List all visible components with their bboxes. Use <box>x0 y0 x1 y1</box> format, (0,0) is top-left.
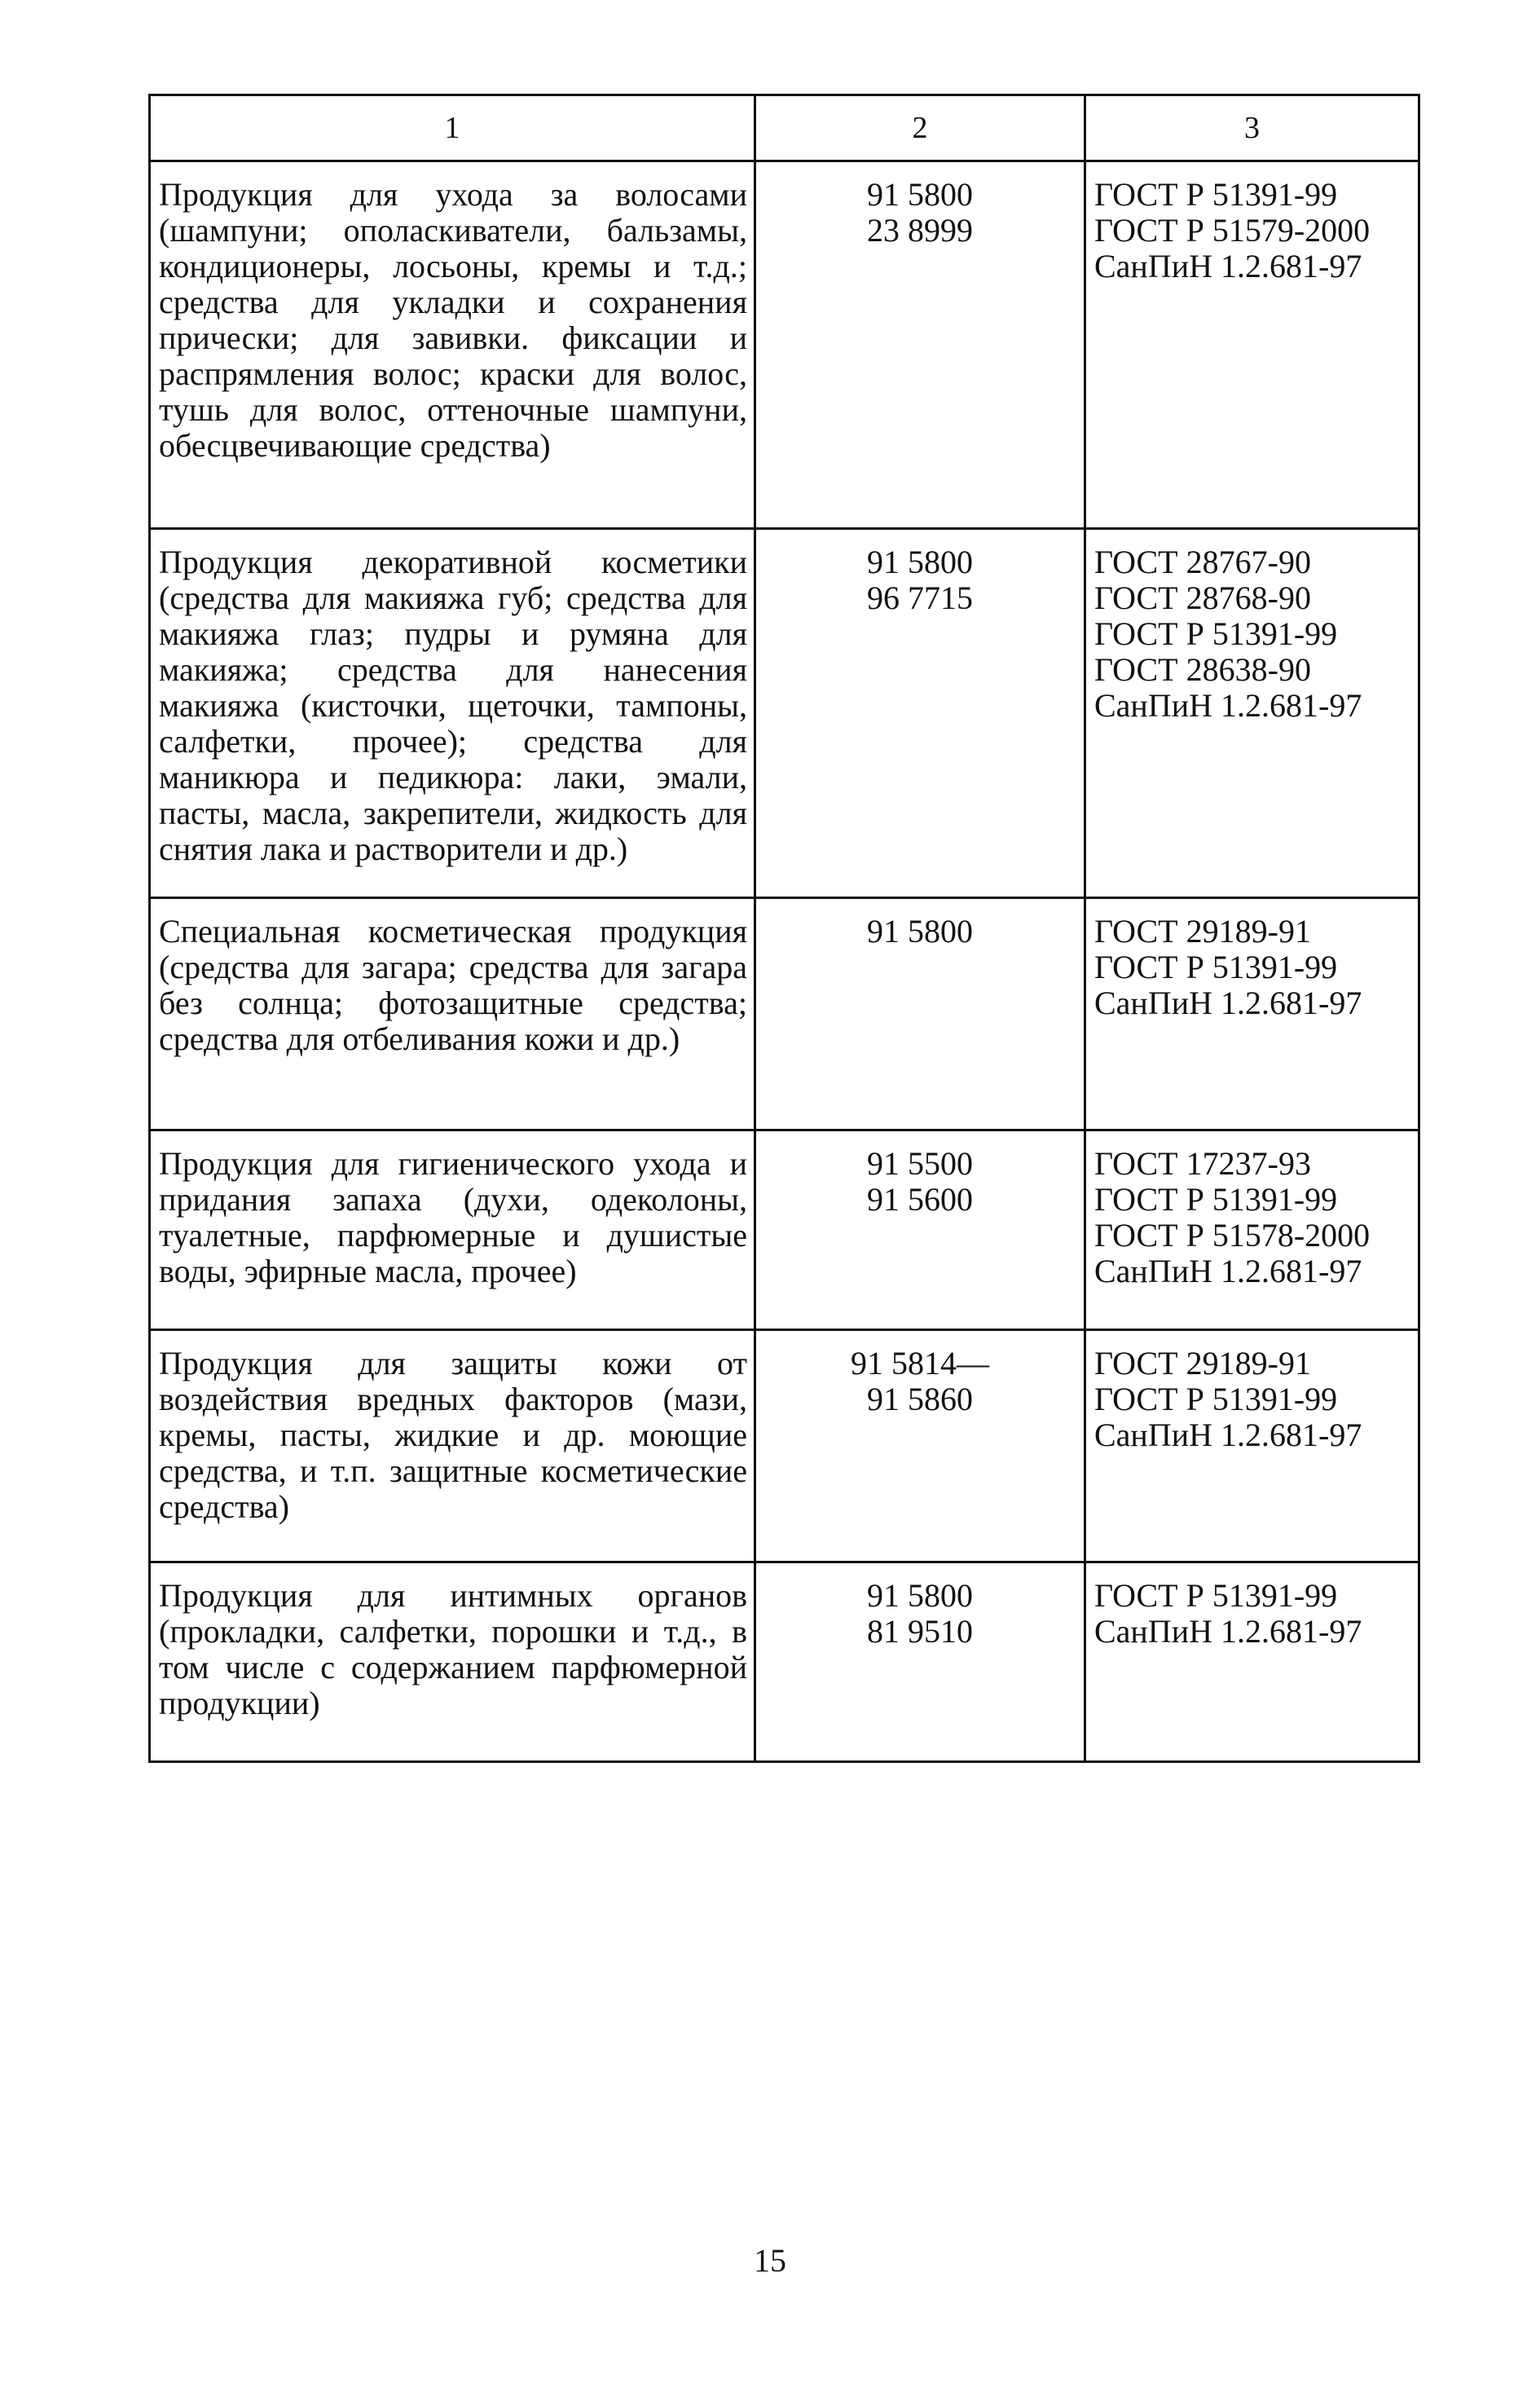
product-code: 81 9510 <box>867 1613 973 1650</box>
product-description: Продукция декоративной косметики (средства для макияжа губ; средства для макияжа глаз; пудры и румяна для макияжа; средства для нанесения макияжа (кисточки, щеточки, тампоны, салфетки, прочее); средства для маникюра и педикюра: лаки, эмали, пасты, масла, закрепители, жидкость для снятия лака и растворители и др.) <box>150 529 755 898</box>
table-body <box>150 161 1419 1762</box>
standard: ГОСТ 29189-91 <box>1094 1345 1311 1381</box>
product-codes <box>755 1562 1085 1762</box>
product-description: Продукция для гигиенического ухода и придания запаха (духи, одеколоны, туалетные, парфюмерные и душистые воды, эфирные масла, прочее) <box>150 1130 755 1330</box>
standards-list <box>1085 1330 1419 1562</box>
product-description: Продукция для ухода за волосами (шампуни; ополаскиватели, бальзамы, кондиционеры, лосьоны, кремы и т.д.; средства для укладки и сохранения прически; для завивки. фиксации и распрямления волос; краски для волос, тушь для волос, оттеночные шампуни, обесцвечивающие средства) <box>150 161 755 529</box>
standard: ГОСТ Р 51391-99 <box>1094 615 1338 652</box>
product-codes <box>755 529 1085 898</box>
page-number: 15 <box>754 2242 786 2279</box>
standard: СанПиН 1.2.681-97 <box>1094 687 1362 724</box>
standards-list <box>1085 1562 1419 1762</box>
standards-list <box>1085 1130 1419 1330</box>
product-description: Специальная косметическая продукция (средства для загара; средства для загара без солнца; фотозащитные средства; средства для отбеливания кожи и др.) <box>150 898 755 1130</box>
product-codes <box>755 898 1085 1130</box>
standards-list <box>1085 898 1419 1130</box>
table-row <box>150 1562 1419 1762</box>
standard: СанПиН 1.2.681-97 <box>1094 1613 1362 1650</box>
product-code: 91 5500 <box>867 1145 973 1182</box>
product-code: 96 7715 <box>867 579 973 616</box>
table-row <box>150 529 1419 898</box>
standard: СанПиН 1.2.681-97 <box>1094 985 1362 1021</box>
product-codes <box>755 1330 1085 1562</box>
standards-list <box>1085 161 1419 529</box>
standard: СанПиН 1.2.681-97 <box>1094 1253 1362 1289</box>
table-row <box>150 1330 1419 1562</box>
standard: ГОСТ Р 51391-99 <box>1094 1381 1338 1417</box>
standard: ГОСТ 28768-90 <box>1094 579 1311 616</box>
product-code: 91 5600 <box>867 1181 973 1218</box>
column-header-2: 2 <box>755 95 1085 161</box>
product-code: 91 5814— <box>851 1345 989 1381</box>
product-code: 91 5860 <box>867 1381 973 1417</box>
standard: ГОСТ Р 51391-99 <box>1094 176 1338 213</box>
standard: ГОСТ Р 51578-2000 <box>1094 1217 1371 1254</box>
product-code: 91 5800 <box>867 1577 973 1614</box>
product-code: 91 5800 <box>867 176 973 213</box>
standard: ГОСТ Р 51579-2000 <box>1094 212 1371 249</box>
standards-list <box>1085 529 1419 898</box>
standard: ГОСТ 28767-90 <box>1094 544 1311 580</box>
standard: ГОСТ Р 51391-99 <box>1094 1181 1338 1218</box>
product-code: 23 8999 <box>867 212 973 249</box>
header-row <box>150 95 1419 161</box>
standard: ГОСТ 17237-93 <box>1094 1145 1311 1182</box>
product-description: Продукция для защиты кожи от воздействия вредных факторов (мази, кремы, пасты, жидкие и др. моющие средства, и т.п. защитные косметические средства) <box>150 1330 755 1562</box>
certification-table <box>148 94 1420 1763</box>
product-description: Продукция для интимных органов (прокладки, салфетки, порошки и т.д., в том числе с содержанием парфюмерной продукции) <box>150 1562 755 1762</box>
standard: ГОСТ 29189-91 <box>1094 913 1311 950</box>
standard: ГОСТ 28638-90 <box>1094 651 1311 688</box>
table-row <box>150 161 1419 529</box>
standard: СанПиН 1.2.681-97 <box>1094 248 1362 284</box>
table-row <box>150 898 1419 1130</box>
column-header-3: 3 <box>1085 95 1419 161</box>
product-code: 91 5800 <box>867 913 973 950</box>
standard: ГОСТ Р 51391-99 <box>1094 1577 1338 1614</box>
table-header <box>150 95 1419 161</box>
product-code: 91 5800 <box>867 544 973 580</box>
product-codes <box>755 1130 1085 1330</box>
column-header-1: 1 <box>150 95 755 161</box>
table-row <box>150 1130 1419 1330</box>
product-codes <box>755 161 1085 529</box>
standard: СанПиН 1.2.681-97 <box>1094 1417 1362 1453</box>
standard: ГОСТ Р 51391-99 <box>1094 949 1338 985</box>
